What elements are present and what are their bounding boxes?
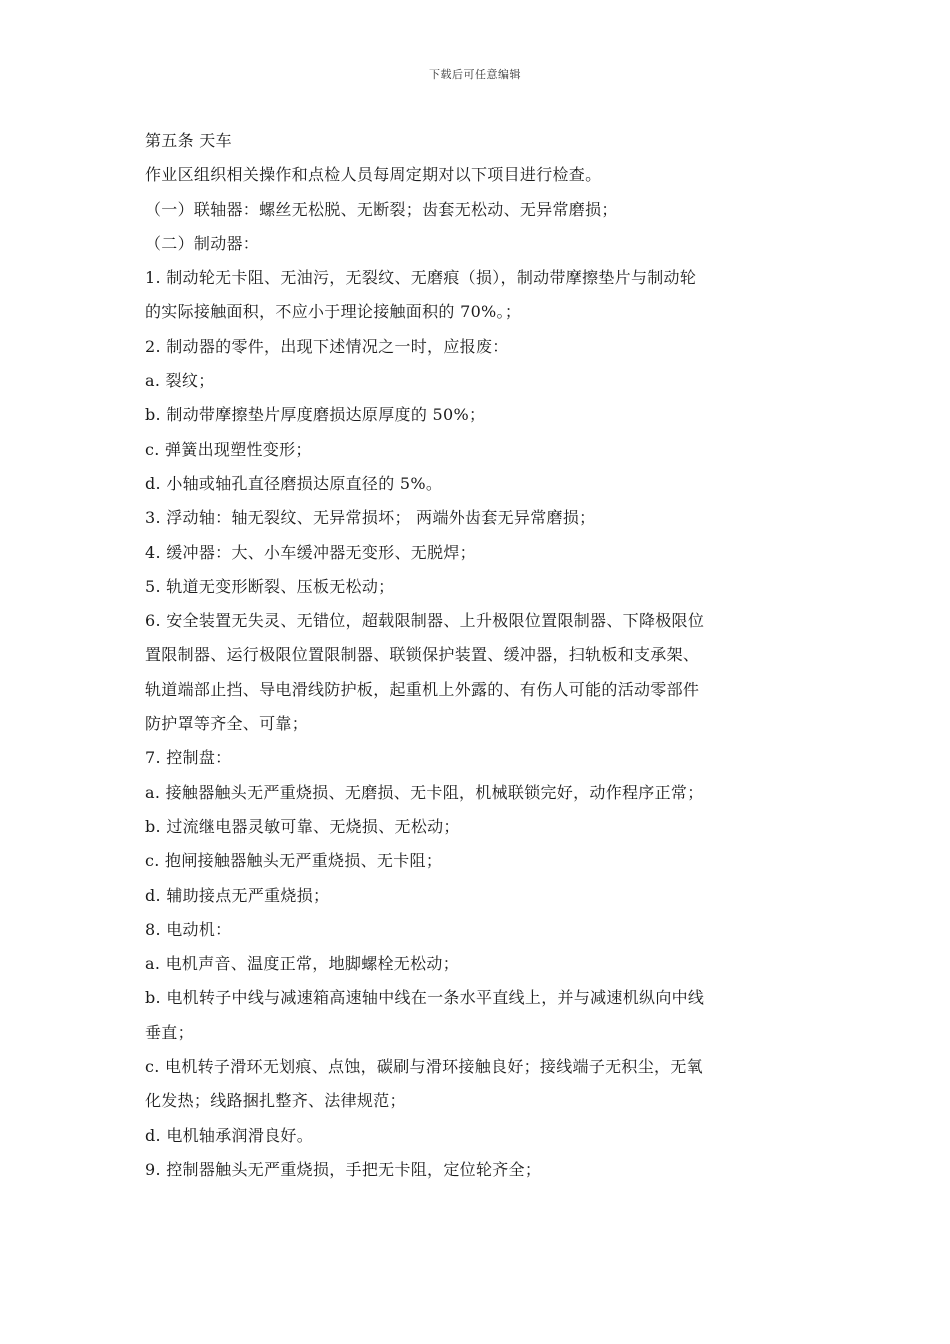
text-line: b. 电机转子中线与减速箱高速轴中线在一条水平直线上，并与减速机纵向中线 [145, 988, 705, 1008]
text-line: a. 接触器触头无严重烧损、无磨损、无卡阻，机械联锁完好，动作程序正常； [145, 782, 704, 802]
text-line: a. 电机声音、温度正常，地脚螺栓无松动； [145, 954, 460, 974]
text-line: 2. 制动器的零件，出现下述情况之一时，应报废： [145, 336, 509, 356]
text-line: （一）联轴器：螺丝无松脱、无断裂；齿套无松动、无异常磨损； [145, 199, 618, 219]
text-line: （二）制动器： [145, 233, 260, 253]
text-line: c. 抱闸接触器触头无严重烧损、无卡阻； [145, 851, 443, 871]
text-line: 1. 制动轮无卡阻、无油污，无裂纹、无磨痕（损），制动带摩擦垫片与制动轮 [145, 268, 697, 288]
text-line: 轨道端部止挡、导电滑线防护板，起重机上外露的、有伤人可能的活动零部件 [145, 679, 700, 699]
text-line: 化发热；线路捆扎整齐、法律规范； [145, 1091, 406, 1111]
text-line: c. 弹簧出现塑性变形； [145, 439, 312, 459]
text-line: 置限制器、运行极限位置限制器、联锁保护装置、缓冲器，扫轨板和支承架、 [145, 645, 700, 665]
text-line: 5. 轨道无变形断裂、压板无松动； [145, 576, 395, 596]
text-line: 7. 控制盘： [145, 748, 232, 768]
text-line: 6. 安全装置无失灵、无错位，超载限制器、上升极限位置限制器、下降极限位 [145, 611, 705, 631]
text-line: a. 裂纹； [145, 371, 215, 391]
document-body [145, 124, 810, 1187]
text-line: 作业区组织相关操作和点检人员每周定期对以下项目进行检查。 [145, 165, 602, 185]
page-header: 下载后可任意编辑 [429, 68, 521, 81]
section-title: 第五条 天车 [145, 131, 232, 150]
text-line: 4. 缓冲器：大、小车缓冲器无变形、无脱焊； [145, 542, 476, 562]
text-line: b. 制动带摩擦垫片厚度磨损达原厚度的 50%； [145, 405, 486, 425]
text-line: d. 电机轴承润滑良好。 [145, 1125, 314, 1145]
text-line: c. 电机转子滑环无划痕、点蚀，碳刷与滑环接触良好；接线端子无积尘，无氧 [145, 1057, 703, 1077]
text-line: 垂直； [145, 1022, 194, 1042]
text-line: 3. 浮动轴：轴无裂纹、无异常损坏； 两端外齿套无异常磨损； [145, 508, 596, 528]
text-line: d. 小轴或轴孔直径磨损达原直径的 5%。 [145, 473, 443, 493]
text-line: 9. 控制器触头无严重烧损，手把无卡阻，定位轮齐全； [145, 1159, 542, 1179]
text-line: b. 过流继电器灵敏可靠、无烧损、无松动； [145, 816, 460, 836]
text-line: 的实际接触面积，不应小于理论接触面积的 70%。； [145, 302, 522, 322]
text-line: d. 辅助接点无严重烧损； [145, 885, 330, 905]
text-line: 8. 电动机： [145, 919, 232, 939]
text-line: 防护罩等齐全、可靠； [145, 714, 309, 734]
